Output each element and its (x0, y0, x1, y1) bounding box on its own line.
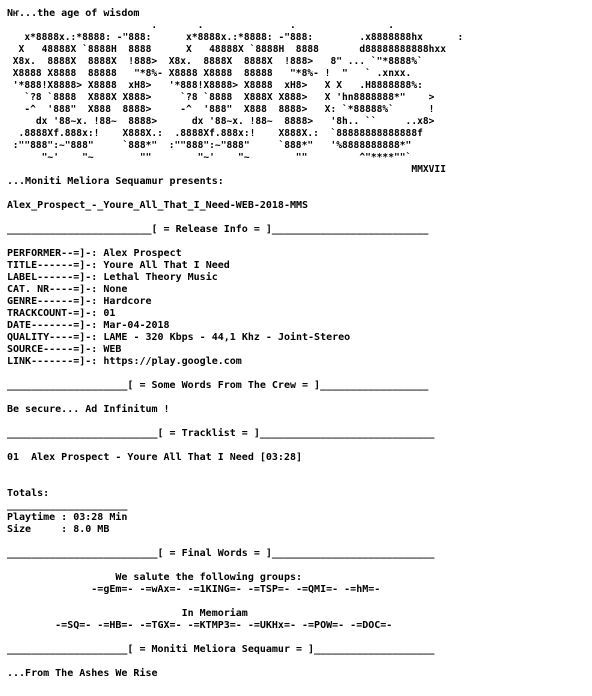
art-line: X 48888X `8888H 8888 X 48888X `8888H 8888 d88888888888hxx (7, 44, 446, 55)
section-tracklist: _________________________[ = Tracklist = ]_____________________________ (7, 428, 435, 439)
presents-line: ...Moniti Meliora Sequamur presents: (7, 176, 224, 187)
info-row (7, 332, 592, 344)
info-key: TRACKCOUNT-=]-: (7, 308, 98, 319)
salute-groups: -=gEm=- -=wAx=- -=1KING=- -=TSP=- -=QMI=- -=hM=- (7, 584, 381, 595)
section-mms: ____________________[ = Moniti Meliora Sequamur = ]____________________ (7, 644, 435, 655)
release-name: Alex_Prospect_-_Youre_All_That_I_Need-WEB-2018-MMS (7, 200, 309, 211)
art-line: X8x. 8888X 8888X !888> X8x. 8888X 8888X !888> 8" ... `"*8888%` (7, 56, 423, 67)
memoriam-groups: -=SQ=- -=HB=- -=TGX=- -=KTMP3=- -=UKHx=- -=POW=- -=DOC=- (7, 620, 393, 631)
art-line: dx '88~x. !88~ 8888> dx '88~x. !88~ 8888> '8h.. `` ..x8> (7, 116, 435, 127)
info-key: PERFORMER--=]-: (7, 248, 98, 259)
art-line: "~' "~ "" "~' "~ "" ^"****""` (7, 152, 412, 163)
header-line: Nҥ...the age of wisdom (7, 8, 140, 19)
art-line: :""888":~"888" `888*" :""888":~"888" `888*" '%8888888888*" (7, 140, 412, 151)
info-key: TITLE------=]-: (7, 260, 98, 271)
info-value: Mar-04-2018 (103, 320, 170, 331)
info-row (7, 260, 592, 272)
memoriam-heading: In Memoriam (7, 608, 248, 619)
totals-rule: ____________________ (7, 500, 128, 511)
salute-heading: We salute the following groups: (7, 572, 303, 583)
art-line: X8888 X8888 88888 "*8%- X8888 X8888 88888 "*8%- ! " ` .xnxx. (7, 68, 412, 79)
info-row (7, 320, 592, 332)
totals-heading: Totals: (7, 488, 50, 499)
info-value: LAME - 320 Kbps - 44,1 Khz - Joint-Stereo (103, 332, 351, 343)
info-value: https://play.google.com (103, 356, 242, 367)
info-key: DATE-------=]-: (7, 320, 98, 331)
section-release-info: ________________________[ = Release Info = ]__________________________ (7, 224, 429, 235)
info-value: Youre All That I Need (103, 260, 230, 271)
art-line: MMXVII (7, 164, 446, 175)
art-line: . . . . (7, 20, 394, 31)
track-entry: 01 Alex Prospect - Youre All That I Need [03:28] (7, 452, 303, 463)
art-line: x*8888x.:*8888: -"888: x*8888x.:*8888: -"888: .x8888888hx : (7, 32, 464, 43)
totals-playtime: Playtime : 03:28 Min (7, 512, 128, 523)
info-key: CAT. NR----=]-: (7, 284, 98, 295)
info-value: WEB (103, 344, 122, 355)
info-row (7, 344, 592, 356)
art-line: -^ '888" X888 8888> -^ '888" X888 8888> X: `*88888%` ! (7, 104, 435, 115)
section-final-words: _________________________[ = Final Words = ]___________________________ (7, 548, 435, 559)
info-value: None (103, 284, 128, 295)
info-value: Hardcore (103, 296, 152, 307)
info-value: 01 (103, 308, 116, 319)
totals-size: Size : 8.0 MB (7, 524, 110, 535)
info-row (7, 308, 592, 320)
footer-line: ...From The Ashes We Rise (7, 668, 158, 679)
info-row (7, 272, 592, 284)
info-value: Alex Prospect (103, 248, 182, 259)
info-row (7, 284, 592, 296)
info-row (7, 296, 592, 308)
section-crew-words: ____________________[ = Some Words From The Crew = ]__________________ (7, 380, 429, 391)
info-row (7, 356, 592, 368)
info-value: Lethal Theory Music (103, 272, 218, 283)
art-line: `?8 `8888 X888X X888> `?8 `8888 X888X X888> X 'hn8888888*" > (7, 92, 435, 103)
info-key: LABEL------=]-: (7, 272, 98, 283)
art-line: '*888!X8888> X8888 xH8> '*888!X8888> X8888 xH8> X X .H8888888%: (7, 80, 423, 91)
info-key: SOURCE-----=]-: (7, 344, 98, 355)
art-line: .8888Xf.888x:! X888X.: .8888Xf.888x:! X888X.: `88888888888888f (7, 128, 423, 139)
info-key: LINK-------=]-: (7, 356, 98, 367)
ascii-art-logo (7, 20, 592, 176)
info-row (7, 248, 592, 260)
crew-message: Be secure... Ad Infinitum ! (7, 404, 170, 415)
info-key: QUALITY----=]-: (7, 332, 98, 343)
info-key: GENRE------=]-: (7, 296, 98, 307)
